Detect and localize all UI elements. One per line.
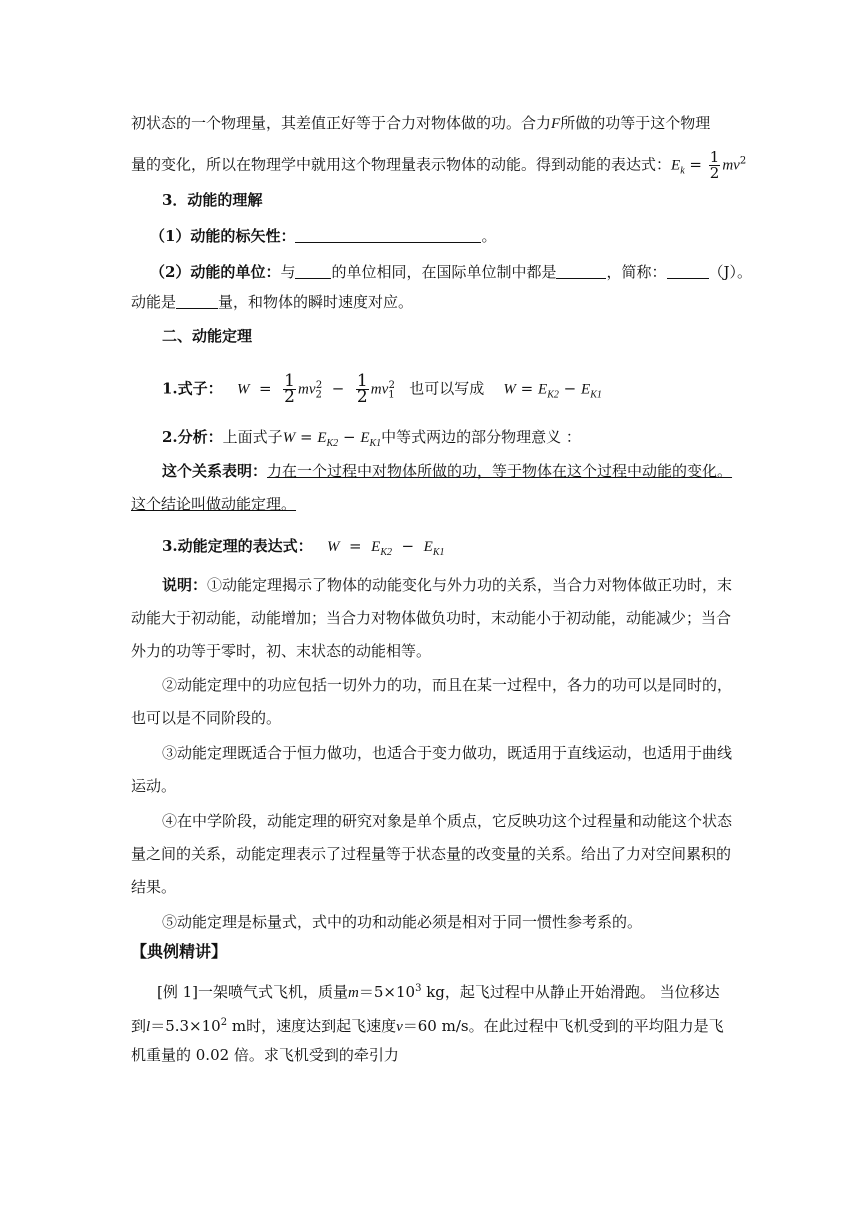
note-text: 结果。 bbox=[131, 878, 177, 896]
answer-blank[interactable] bbox=[176, 294, 218, 309]
note-text: ③动能定理既适合于恒力做功，也适合于变力做功，既适用于直线运动，也适用于曲线 bbox=[162, 744, 733, 762]
example-text: ＝60 m/s。在此过程中飞机受到的平均阻力是飞 bbox=[402, 1017, 724, 1035]
example-text: ＝5.3×10 bbox=[150, 1017, 221, 1035]
relation-line-1 bbox=[162, 461, 732, 481]
note-3-line-2 bbox=[131, 776, 176, 796]
example-text: 到 bbox=[131, 1017, 147, 1035]
half-fraction bbox=[709, 150, 721, 181]
half-fraction bbox=[356, 371, 369, 407]
example-text: 机重量的 0.02 倍。求飞机受到的牵引力 bbox=[131, 1046, 399, 1064]
also-text: 也可以写成 bbox=[409, 379, 485, 398]
analysis-text: 中等式两边的部分物理意义 ： bbox=[381, 428, 581, 446]
example-text: [例 1]一架喷气式飞机，质量 bbox=[157, 983, 349, 1001]
equals-sign: = bbox=[689, 155, 702, 174]
intro-line-1 bbox=[131, 113, 710, 134]
formula-1-label: 1.式子： bbox=[162, 379, 223, 398]
equals-sign: = bbox=[259, 379, 272, 398]
square-exponent: 2 bbox=[388, 379, 395, 391]
note-text: 动能大于初动能，动能增加；当合力对物体做负功时，末动能小于初动能，动能减少；当合 bbox=[131, 609, 732, 627]
exponent: 2 bbox=[220, 1017, 228, 1028]
formula-3-line bbox=[162, 536, 445, 563]
note-text: 运动。 bbox=[131, 777, 177, 795]
minus-sign: − bbox=[331, 379, 345, 398]
item-1-line bbox=[150, 226, 496, 246]
subscript-k2: K2 bbox=[380, 547, 392, 558]
work-symbol: W bbox=[282, 430, 296, 446]
item-2-text: 动能是 bbox=[131, 293, 177, 311]
note-5-line bbox=[162, 912, 642, 932]
note-text: 也可以是不同阶段的。 bbox=[131, 709, 282, 727]
example-text: kg，起飞过程中从静止开始滑跑。 当位移达 bbox=[421, 983, 720, 1001]
note-text: ⑤动能定理是标量式，式中的功和动能必须是相对于同一惯性参考系的。 bbox=[162, 913, 643, 931]
energy-symbol: E bbox=[371, 539, 381, 555]
subscript-k1: K1 bbox=[432, 547, 445, 558]
work-symbol: W bbox=[236, 381, 250, 398]
heading-text: 【典例精讲】 bbox=[131, 942, 228, 961]
ek-symbol: E bbox=[671, 157, 681, 174]
formula-3-label: 3.动能定理的表达式： bbox=[162, 537, 313, 555]
heading-text: 二、动能定理 bbox=[162, 327, 253, 345]
item-2-line-2 bbox=[131, 292, 413, 312]
item-2-label: （2）动能的单位： bbox=[150, 263, 281, 281]
intro-text: 量的变化，所以在物理学中就用这个物理量表示物体的动能。得到动能的表达式： bbox=[131, 155, 672, 174]
energy-symbol: E bbox=[581, 381, 591, 398]
length-symbol: l bbox=[146, 1019, 151, 1035]
exponent: 3 bbox=[415, 983, 422, 994]
fraction-denominator: 2 bbox=[284, 387, 295, 407]
item-2-text: 量，和物体的瞬时速度对应。 bbox=[218, 293, 414, 311]
intro-text: 所做的功等于这个物理 bbox=[560, 114, 711, 132]
mv-symbol: mv bbox=[297, 381, 316, 398]
equals-sign: = bbox=[349, 537, 362, 555]
relation-label: 这个关系表明： bbox=[162, 462, 268, 480]
subscript-k2: K2 bbox=[547, 389, 559, 401]
note-2-line-1 bbox=[162, 675, 732, 695]
example-text: ＝5×10 bbox=[358, 983, 416, 1001]
note-3-line-1 bbox=[162, 743, 732, 763]
mv-symbol: mv bbox=[722, 157, 740, 174]
intro-text: 初状态的一个物理量，其差值正好等于合力对物体做的功。合力 bbox=[131, 114, 552, 132]
example-text: m时，速度达到起飞速度 bbox=[227, 1017, 397, 1035]
answer-blank[interactable] bbox=[667, 264, 709, 279]
formula-2-label: 2.分析： bbox=[162, 428, 223, 446]
heading-text: 3．动能的理解 bbox=[162, 191, 263, 209]
item-2-text: （J）。 bbox=[708, 263, 753, 281]
minus-sign: − bbox=[401, 537, 415, 555]
formula-2-line bbox=[162, 427, 581, 454]
mass-symbol: m bbox=[348, 985, 359, 1001]
velocity-symbol: v bbox=[396, 1019, 403, 1035]
energy-symbol: E bbox=[360, 430, 370, 446]
force-symbol: F bbox=[551, 116, 561, 132]
answer-blank[interactable] bbox=[556, 264, 606, 279]
item-1-label: （1）动能的标矢性： bbox=[150, 227, 296, 245]
analysis-text: 上面式子 bbox=[222, 428, 283, 446]
subscript-1: 1 bbox=[388, 389, 395, 401]
work-symbol: W bbox=[326, 539, 340, 555]
note-1-line-2 bbox=[131, 608, 731, 628]
fraction-numerator: 1 bbox=[709, 148, 720, 166]
example-heading bbox=[131, 942, 227, 962]
relation-text: 这个结论叫做动能定理。 bbox=[131, 495, 297, 513]
equals-sign: = bbox=[520, 379, 534, 398]
mv-symbol: mv bbox=[370, 381, 389, 398]
energy-symbol: E bbox=[538, 381, 548, 398]
square-exponent: 2 bbox=[739, 155, 747, 167]
equals-sign: = bbox=[299, 428, 313, 446]
note-1-line-1 bbox=[162, 575, 732, 595]
subscript-k1: K1 bbox=[590, 389, 602, 401]
section-3-heading bbox=[162, 190, 262, 210]
relation-line-2 bbox=[131, 494, 296, 514]
fraction-numerator: 1 bbox=[356, 371, 368, 391]
ek-subscript: k bbox=[680, 165, 685, 177]
item-2-text: 与 bbox=[280, 263, 296, 281]
answer-blank[interactable] bbox=[295, 264, 331, 279]
note-4-line-2 bbox=[131, 844, 731, 864]
note-4-line-3 bbox=[131, 877, 176, 897]
note-text: 量之间的关系，动能定理表示了过程量等于状态量的改变量的关系。给出了力对空间累积的 bbox=[131, 845, 732, 863]
note-text: 外力的功等于零时，初、末状态的动能相等。 bbox=[131, 642, 432, 660]
example-line-3 bbox=[131, 1045, 399, 1065]
example-line-1 bbox=[157, 979, 720, 1003]
work-symbol: W bbox=[503, 381, 516, 398]
item-2-text: 的单位相同，在国际单位制中都是 bbox=[331, 263, 557, 281]
answer-blank[interactable] bbox=[295, 228, 481, 243]
note-label: 说明： bbox=[162, 576, 208, 594]
example-line-2 bbox=[131, 1013, 724, 1037]
square-exponent: 2 bbox=[315, 379, 323, 391]
subscript-k2: K2 bbox=[326, 438, 339, 449]
minus-sign: − bbox=[563, 379, 577, 398]
item-2-line bbox=[150, 262, 752, 282]
section-theorem-heading bbox=[162, 326, 252, 346]
note-text: ②动能定理中的功应包括一切外力的功，而且在某一过程中，各力的功可以是同时的， bbox=[162, 676, 733, 694]
intro-line-2 bbox=[131, 150, 746, 182]
energy-symbol: E bbox=[317, 430, 327, 446]
note-2-line-2 bbox=[131, 708, 281, 728]
relation-text: 力在一个过程中对物体所做的功，等于物体在这个过程中动能的变化。 bbox=[267, 462, 733, 480]
fraction-denominator: 2 bbox=[356, 387, 368, 407]
subscript-2: 2 bbox=[315, 389, 322, 401]
note-1-line-3 bbox=[131, 641, 431, 661]
note-4-line-1 bbox=[162, 811, 732, 831]
fraction-denominator: 2 bbox=[709, 164, 720, 182]
formula-1-line bbox=[162, 371, 602, 407]
subscript-k1: K1 bbox=[369, 438, 382, 449]
note-text: ④在中学阶段，动能定理的研究对象是单个质点，它反映功这个过程量和动能这个状态 bbox=[162, 812, 733, 830]
energy-symbol: E bbox=[423, 539, 433, 555]
half-fraction bbox=[283, 371, 296, 407]
minus-sign: − bbox=[342, 428, 356, 446]
fraction-numerator: 1 bbox=[284, 371, 295, 391]
note-text: ①动能定理揭示了物体的动能变化与外力功的关系，当合力对物体做正功时，末 bbox=[207, 576, 733, 594]
item-2-text: ，简称： bbox=[606, 263, 667, 281]
period: 。 bbox=[481, 227, 497, 245]
